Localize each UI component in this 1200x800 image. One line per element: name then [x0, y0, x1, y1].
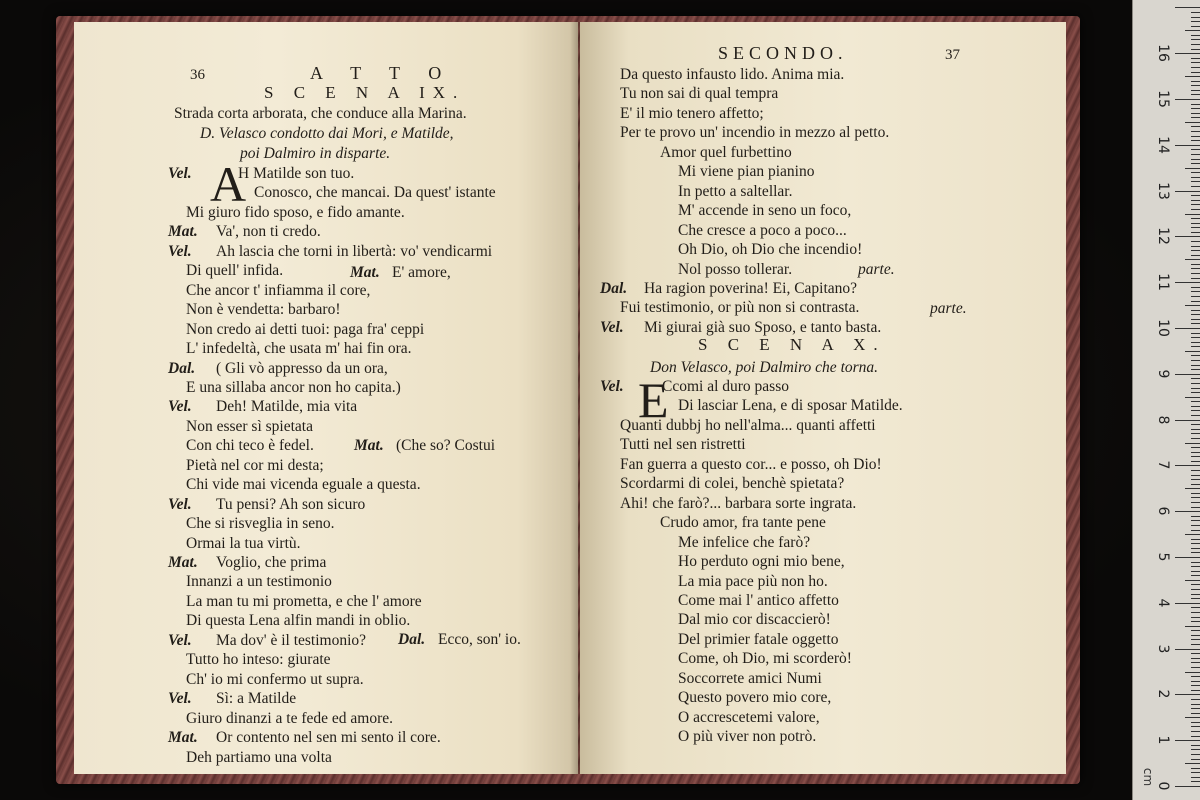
- verse-text: Deh partiamo una volta: [186, 748, 332, 766]
- ruler-tick: [1191, 149, 1200, 150]
- ruler-tick: [1191, 777, 1200, 778]
- ruler-tick: [1191, 429, 1200, 430]
- page-number: 36: [190, 67, 205, 83]
- ruler-tick: [1191, 154, 1200, 155]
- ruler-tick: [1191, 104, 1200, 105]
- verse-text: Va', non ti credo.: [216, 223, 321, 241]
- ruler-tick: [1191, 507, 1200, 508]
- ruler-tick: [1191, 617, 1200, 618]
- ruler-tick: [1175, 374, 1200, 375]
- verse-text: Tu pensi? Ah son sicuro: [216, 495, 366, 513]
- ruler-tick: [1191, 630, 1200, 631]
- verse-text: Scordarmi di colei, benchè spietata?: [620, 475, 845, 493]
- ruler-tick: [1191, 685, 1200, 686]
- ruler-tick: [1191, 131, 1200, 132]
- verse-text: Quanti dubbj ho nell'alma... quanti affetti: [620, 416, 876, 434]
- ruler-tick: [1191, 484, 1200, 485]
- ruler-tick: [1191, 163, 1200, 164]
- verse-text: Ccomi al duro passo: [662, 378, 789, 395]
- ruler-tick: [1191, 268, 1200, 269]
- verse-text: Or contento nel sen mi sento il core.: [216, 729, 441, 747]
- ruler-tick: [1191, 108, 1200, 109]
- ruler-tick: [1175, 7, 1200, 8]
- measuring-ruler: [1132, 0, 1200, 800]
- ruler-tick: [1191, 195, 1200, 196]
- verse-text: Conosco, che mancai. Da quest' istante: [254, 184, 496, 202]
- ruler-tick: [1191, 635, 1200, 636]
- ruler-tick: [1191, 227, 1200, 228]
- verse-text: Fan guerra a questo cor... e posso, oh Dio!: [620, 455, 882, 473]
- ruler-tick: [1185, 351, 1200, 352]
- verse-text: Mi giurai già suo Sposo, e tanto basta.: [644, 318, 882, 336]
- verse-text: Deh! Matilde, mia vita: [216, 398, 358, 416]
- ruler-tick: [1191, 456, 1200, 457]
- verse-text: H Matilde son tuo.: [238, 165, 355, 182]
- ruler-tick: [1191, 301, 1200, 302]
- ruler-tick: [1191, 26, 1200, 27]
- ruler-tick: [1191, 754, 1200, 755]
- ruler-tick: [1191, 562, 1200, 563]
- ruler-tick: [1191, 94, 1200, 95]
- verse-text: L' infedeltà, che usata m' hai fin ora.: [186, 340, 412, 358]
- ruler-tick: [1191, 726, 1200, 727]
- ruler-tick: [1191, 520, 1200, 521]
- ruler-tick: [1191, 58, 1200, 59]
- ruler-tick: [1191, 392, 1200, 393]
- ruler-tick: [1175, 649, 1200, 650]
- ruler-tick: [1175, 420, 1200, 421]
- ruler-tick: [1191, 35, 1200, 36]
- ruler-tick: [1185, 488, 1200, 489]
- ruler-tick: [1191, 49, 1200, 50]
- verse-text: Questo povero mio core,: [678, 689, 832, 707]
- ruler-tick: [1191, 433, 1200, 434]
- ruler-tick: [1185, 168, 1200, 169]
- stage-setting: Strada corta arborata, che conduce alla Marina.: [174, 105, 467, 122]
- ruler-tick: [1191, 552, 1200, 553]
- ruler-tick: [1191, 461, 1200, 462]
- speaker-label: Vel.: [168, 495, 192, 513]
- ruler-tick: [1191, 607, 1200, 608]
- verse-text: La man tu mi prometta, e che l' amore: [186, 592, 422, 610]
- verse-text: Ha ragion poverina! Ei, Capitano?: [644, 279, 858, 297]
- verse-text: (Che so? Costui: [396, 437, 496, 454]
- ruler-tick: [1191, 369, 1200, 370]
- verse-text: Fui testimonio, or più non si contrasta.: [620, 299, 860, 317]
- ruler-tick: [1191, 704, 1200, 705]
- speaker-label: Vel.: [168, 398, 192, 416]
- ruler-number: 14: [1155, 135, 1171, 154]
- ruler-tick: [1175, 557, 1200, 558]
- ruler-tick: [1175, 53, 1200, 54]
- ruler-number: 6: [1155, 506, 1171, 516]
- ruler-tick: [1191, 113, 1200, 114]
- ruler-tick: [1191, 722, 1200, 723]
- running-head: A T T O: [310, 63, 454, 83]
- verse-text: Ch' io mi confermo ut supra.: [186, 670, 364, 688]
- ruler-tick: [1191, 699, 1200, 700]
- verse-text: La mia pace più non ho.: [678, 572, 828, 590]
- verse-text: Per te provo un' incendio in mezzo al petto.: [620, 124, 890, 142]
- verse-text: Ma dov' è il testimonio?: [216, 631, 367, 649]
- ruler-tick: [1191, 378, 1200, 379]
- verse-text: O accrescetemi valore,: [678, 708, 820, 726]
- ruler-tick: [1191, 90, 1200, 91]
- verse-text: Ahi! che farò?... barbara sorte ingrata.: [620, 494, 857, 512]
- verse-text: Ormai la tua virtù.: [186, 534, 301, 552]
- ruler-tick: [1191, 85, 1200, 86]
- ruler-tick: [1191, 713, 1200, 714]
- ruler-tick: [1191, 690, 1200, 691]
- ruler-tick: [1191, 401, 1200, 402]
- ruler-tick: [1185, 580, 1200, 581]
- ruler-tick: [1191, 681, 1200, 682]
- ruler-number: 3: [1155, 644, 1171, 654]
- verse-text: In petto a saltellar.: [678, 182, 793, 200]
- speaker-label: Mat.: [168, 729, 198, 747]
- ruler-tick: [1175, 328, 1200, 329]
- drop-cap: A: [210, 156, 247, 212]
- stage-direction: parte.: [930, 300, 967, 317]
- ruler-tick: [1191, 12, 1200, 13]
- verse-text: Nol posso tollerar.: [678, 260, 793, 278]
- ruler-number: 12: [1155, 227, 1171, 246]
- ruler-tick: [1191, 246, 1200, 247]
- ruler-tick: [1191, 232, 1200, 233]
- ruler-tick: [1191, 438, 1200, 439]
- drop-cap: E: [638, 372, 669, 428]
- verse-text: Crudo amor, fra tante pene: [660, 514, 826, 532]
- ruler-number: 2: [1155, 689, 1171, 699]
- ruler-tick: [1175, 603, 1200, 604]
- ruler-unit: cm: [1141, 767, 1156, 787]
- ruler-tick: [1175, 236, 1200, 237]
- ruler-tick: [1191, 571, 1200, 572]
- speaker-label: Dal.: [168, 359, 196, 377]
- ruler-tick: [1191, 44, 1200, 45]
- ruler-tick: [1191, 177, 1200, 178]
- ruler-tick: [1175, 465, 1200, 466]
- ruler-tick: [1191, 310, 1200, 311]
- ruler-tick: [1191, 612, 1200, 613]
- ruler-tick: [1191, 250, 1200, 251]
- scene-title: S C E N A X.: [698, 335, 886, 354]
- ruler-tick: [1185, 717, 1200, 718]
- ruler-tick: [1191, 323, 1200, 324]
- ruler-tick: [1191, 667, 1200, 668]
- ruler-tick: [1185, 626, 1200, 627]
- ruler-tick: [1191, 594, 1200, 595]
- verse-text: Non è vendetta: barbaro!: [186, 301, 341, 319]
- ruler-tick: [1185, 259, 1200, 260]
- ruler-tick: [1191, 319, 1200, 320]
- ruler-tick: [1191, 759, 1200, 760]
- ruler-tick: [1191, 479, 1200, 480]
- ruler-tick: [1191, 653, 1200, 654]
- ruler-tick: [1175, 99, 1200, 100]
- ruler-number: 0: [1155, 781, 1171, 791]
- verse-text: Sì: a Matilde: [216, 690, 297, 708]
- ruler-tick: [1191, 126, 1200, 127]
- ruler-tick: [1175, 191, 1200, 192]
- verse-text: E una sillaba ancor non ho capita.): [186, 378, 401, 396]
- ruler-tick: [1191, 772, 1200, 773]
- speaker-label: Mat.: [350, 264, 380, 281]
- speaker-label: Vel.: [168, 242, 192, 260]
- ruler-tick: [1191, 525, 1200, 526]
- ruler-tick: [1191, 502, 1200, 503]
- verse-text: Ecco, son' io.: [438, 631, 521, 648]
- characters-line: D. Velasco condotto dai Mori, e Matilde,: [200, 125, 454, 142]
- ruler-tick: [1175, 786, 1200, 787]
- ruler-tick: [1191, 781, 1200, 782]
- ruler-tick: [1191, 67, 1200, 68]
- ruler-tick: [1191, 452, 1200, 453]
- ruler-tick: [1191, 314, 1200, 315]
- speaker-label: Vel.: [168, 631, 192, 649]
- ruler-tick: [1175, 145, 1200, 146]
- ruler-tick: [1185, 443, 1200, 444]
- ruler-tick: [1191, 81, 1200, 82]
- ruler-tick: [1191, 644, 1200, 645]
- ruler-tick: [1191, 598, 1200, 599]
- ruler-tick: [1191, 264, 1200, 265]
- ruler-tick: [1191, 223, 1200, 224]
- verse-text: Soccorrete amici Numi: [678, 669, 822, 687]
- ruler-tick: [1175, 282, 1200, 283]
- speaker-label: Mat.: [168, 223, 198, 241]
- verse-text: Tu non sai di qual tempra: [620, 85, 779, 103]
- verse-text: Innanzi a un testimonio: [186, 573, 332, 591]
- ruler-tick: [1191, 136, 1200, 137]
- ruler-tick: [1191, 39, 1200, 40]
- ruler-tick: [1175, 740, 1200, 741]
- ruler-tick: [1191, 273, 1200, 274]
- ruler-tick: [1191, 342, 1200, 343]
- verse-text: Amor quel furbettino: [660, 143, 792, 161]
- ruler-tick: [1191, 406, 1200, 407]
- ruler-tick: [1191, 360, 1200, 361]
- ruler-tick: [1191, 117, 1200, 118]
- speaker-label: Vel.: [600, 378, 624, 395]
- ruler-tick: [1191, 516, 1200, 517]
- ruler-tick: [1185, 122, 1200, 123]
- ruler-tick: [1191, 159, 1200, 160]
- verse-text: Che ancor t' infiamma il core,: [186, 281, 371, 299]
- ruler-tick: [1191, 539, 1200, 540]
- verse-text: Ho perduto ogni mio bene,: [678, 553, 845, 571]
- ruler-tick: [1191, 493, 1200, 494]
- ruler-tick: [1191, 745, 1200, 746]
- ruler-number: 4: [1155, 598, 1171, 608]
- ruler-tick: [1191, 736, 1200, 737]
- ruler-tick: [1191, 291, 1200, 292]
- ruler-tick: [1191, 140, 1200, 141]
- ruler-tick: [1191, 731, 1200, 732]
- verse-text: Oh Dio, oh Dio che incendio!: [678, 241, 863, 259]
- ruler-tick: [1191, 186, 1200, 187]
- verse-text: O più viver non potrò.: [678, 728, 817, 746]
- ruler-tick: [1191, 255, 1200, 256]
- verse-text: Pietà nel cor mi desta;: [186, 456, 324, 474]
- verse-text: Di questa Lena alfin mandi in oblio.: [186, 612, 411, 630]
- ruler-tick: [1191, 410, 1200, 411]
- ruler-tick: [1191, 621, 1200, 622]
- ruler-tick: [1191, 676, 1200, 677]
- ruler-tick: [1175, 694, 1200, 695]
- verse-text: ( Gli vò appresso da un ora,: [216, 359, 388, 377]
- ruler-tick: [1185, 763, 1200, 764]
- ruler-tick: [1191, 589, 1200, 590]
- stage-direction: parte.: [858, 261, 895, 278]
- verse-text: E' il mio tenero affetto;: [620, 104, 764, 122]
- verse-text: Dal mio cor discaccierò!: [678, 611, 831, 629]
- verse-text: Me infelice che farò?: [678, 533, 811, 551]
- verse-text: Del primier fatale oggetto: [678, 630, 839, 648]
- verse-text: Giuro dinanzi a te fede ed amore.: [186, 709, 394, 727]
- ruler-number: 1: [1155, 735, 1171, 745]
- ruler-tick: [1191, 365, 1200, 366]
- ruler-tick: [1191, 241, 1200, 242]
- ruler-tick: [1191, 470, 1200, 471]
- ruler-tick: [1191, 355, 1200, 356]
- verse-text: Da questo infausto lido. Anima mia.: [620, 66, 845, 83]
- ruler-number: 8: [1155, 415, 1171, 425]
- ruler-tick: [1191, 218, 1200, 219]
- ruler-tick: [1191, 497, 1200, 498]
- ruler-tick: [1191, 21, 1200, 22]
- speaker-label: Vel.: [168, 165, 192, 182]
- ruler-tick: [1191, 62, 1200, 63]
- speaker-label: Vel.: [168, 690, 192, 708]
- ruler-tick: [1185, 397, 1200, 398]
- verse-text: Tutto ho inteso: giurate: [186, 651, 331, 669]
- ruler-number: 5: [1155, 552, 1171, 562]
- ruler-tick: [1191, 278, 1200, 279]
- ruler-tick: [1191, 204, 1200, 205]
- verse-text: Chi vide mai vicenda eguale a questa.: [186, 476, 421, 494]
- scene-title: S C E N A IX.: [264, 83, 466, 102]
- verse-text: Voglio, che prima: [216, 554, 327, 571]
- ruler-tick: [1185, 214, 1200, 215]
- ruler-tick: [1191, 172, 1200, 173]
- verse-text: Che cresce a poco a poco...: [678, 221, 847, 239]
- speaker-label: Mat.: [354, 437, 384, 454]
- ruler-tick: [1191, 209, 1200, 210]
- ruler-tick: [1191, 575, 1200, 576]
- ruler-tick: [1191, 584, 1200, 585]
- ruler-tick: [1175, 511, 1200, 512]
- ruler-number: 15: [1155, 90, 1171, 108]
- right-page: [580, 22, 1066, 774]
- ruler-tick: [1191, 530, 1200, 531]
- page-number: 37: [945, 47, 960, 63]
- ruler-number: 11: [1155, 273, 1171, 292]
- speaker-label: Vel.: [600, 318, 624, 336]
- verse-text: M' accende in seno un foco,: [678, 202, 852, 220]
- speaker-label: Dal.: [600, 279, 628, 297]
- ruler-tick: [1191, 333, 1200, 334]
- verse-text: Tutti nel sen ristretti: [620, 436, 746, 454]
- verse-text: Come, oh Dio, mi scorderò!: [678, 650, 852, 668]
- ruler-number: 9: [1155, 369, 1171, 379]
- ruler-tick: [1191, 658, 1200, 659]
- ruler-tick: [1191, 639, 1200, 640]
- ruler-tick: [1191, 566, 1200, 567]
- running-head: SECONDO.: [718, 43, 848, 63]
- ruler-tick: [1191, 17, 1200, 18]
- ruler-tick: [1191, 200, 1200, 201]
- verse-text: Mi giuro fido sposo, e fido amante.: [186, 203, 405, 221]
- ruler-tick: [1191, 72, 1200, 73]
- ruler-tick: [1191, 768, 1200, 769]
- ruler-tick: [1191, 662, 1200, 663]
- ruler-tick: [1191, 543, 1200, 544]
- ruler-tick: [1191, 424, 1200, 425]
- ruler-tick: [1191, 337, 1200, 338]
- ruler-tick: [1191, 287, 1200, 288]
- ruler-tick: [1191, 447, 1200, 448]
- verse-text: Di lasciar Lena, e di sposar Matilde.: [678, 397, 903, 415]
- ruler-tick: [1191, 749, 1200, 750]
- characters-line: poi Dalmiro in disparte.: [240, 145, 391, 162]
- ruler-tick: [1191, 388, 1200, 389]
- ruler-tick: [1185, 305, 1200, 306]
- ruler-tick: [1185, 76, 1200, 77]
- verse-text: Come mai l' antico affetto: [678, 591, 839, 609]
- verse-text: Mi viene pian pianino: [678, 163, 815, 181]
- ruler-number: 7: [1155, 460, 1171, 470]
- ruler-tick: [1191, 415, 1200, 416]
- speaker-label: Dal.: [398, 631, 426, 648]
- verse-text: Non credo ai detti tuoi: paga fra' ceppi: [186, 320, 425, 338]
- ruler-tick: [1191, 346, 1200, 347]
- left-page: [74, 22, 578, 774]
- ruler-number: 13: [1155, 181, 1171, 200]
- ruler-tick: [1185, 534, 1200, 535]
- verse-text: Di quell' infida.: [186, 262, 284, 280]
- ruler-tick: [1191, 475, 1200, 476]
- ruler-tick: [1191, 181, 1200, 182]
- ruler-tick: [1185, 672, 1200, 673]
- ruler-tick: [1191, 296, 1200, 297]
- verse-text: Non esser sì spietata: [186, 417, 313, 435]
- verse-text: E' amore,: [392, 264, 451, 281]
- ruler-number: 10: [1155, 319, 1171, 337]
- ruler-tick: [1191, 708, 1200, 709]
- speaker-label: Mat.: [168, 554, 198, 571]
- ruler-tick: [1191, 383, 1200, 384]
- ruler-number: 16: [1155, 44, 1171, 63]
- ruler-tick: [1191, 548, 1200, 549]
- verse-text: Con chi teco è fedel.: [186, 437, 314, 455]
- verse-text: Che si risveglia in seno.: [186, 515, 335, 533]
- verse-text: Ah lascia che torni in libertà: vo' vendicarmi: [216, 242, 493, 260]
- ruler-tick: [1185, 30, 1200, 31]
- characters-line: Don Velasco, poi Dalmiro che torna.: [650, 359, 879, 376]
